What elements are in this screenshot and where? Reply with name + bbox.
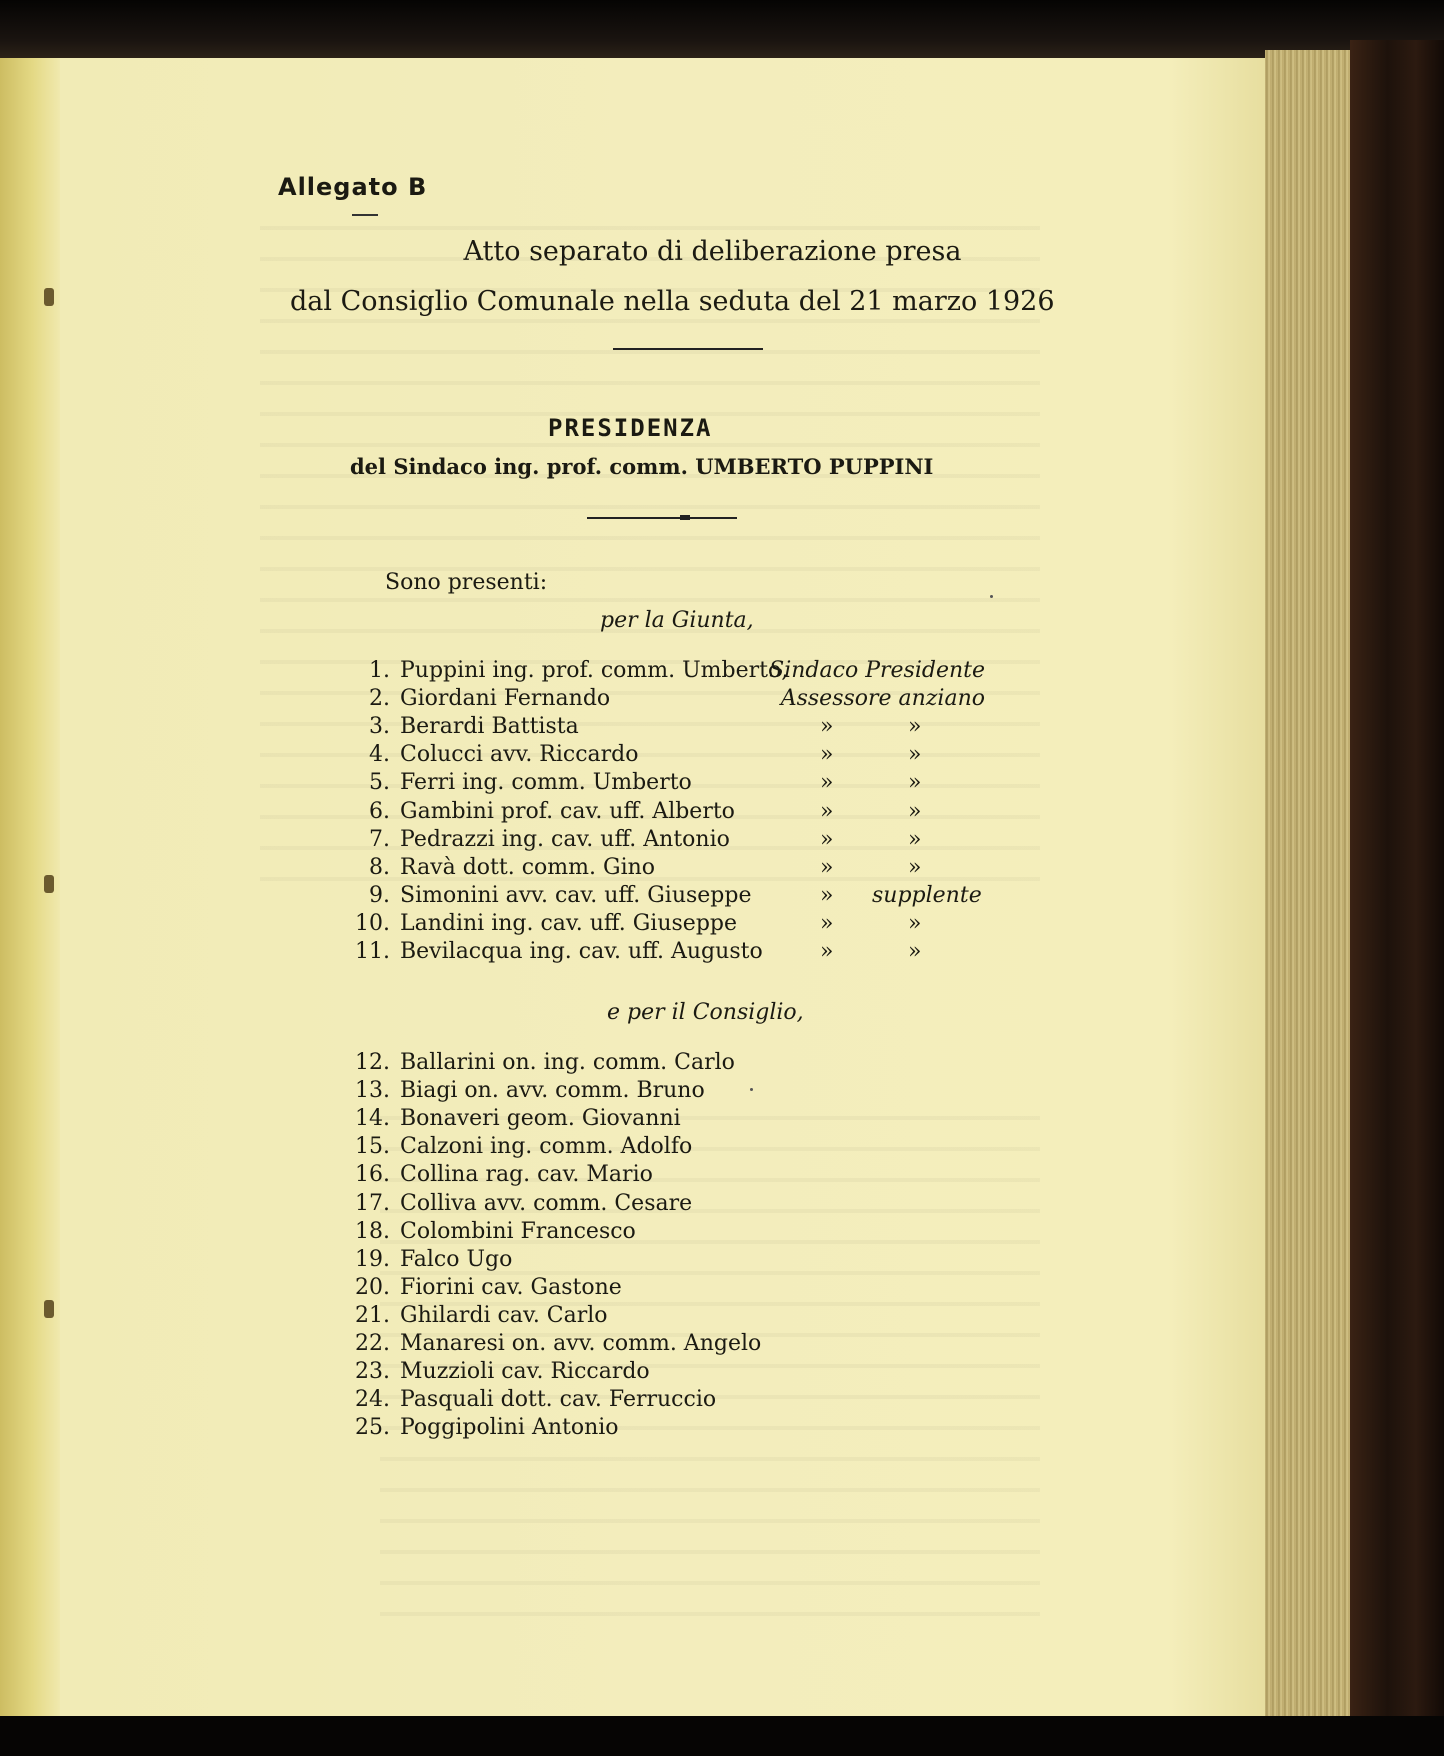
member-name: Biagi on. avv. comm. Bruno [400, 1078, 705, 1104]
consiglio-member-row [60, 1078, 1265, 1108]
consiglio-member-row [60, 1134, 1265, 1164]
ditto-mark: » [908, 714, 922, 740]
giunta-member-row [60, 799, 1265, 829]
title-rule [613, 348, 763, 350]
member-number: 8. [369, 854, 390, 880]
ditto-mark: » [820, 939, 834, 964]
presidenza-heading: PRESIDENZA [548, 414, 713, 442]
act-title-line-1: Atto separato di deliberazione presa [463, 236, 962, 267]
member-number: 15. [355, 1134, 390, 1160]
member-number: 10. [355, 910, 390, 936]
member-name: Calzoni ing. comm. Adolfo [400, 1134, 693, 1160]
ditto-mark: » [820, 882, 834, 908]
giunta-member-row [60, 742, 1265, 772]
giunta-member-row [60, 770, 1265, 800]
consiglio-member-row [60, 1359, 1265, 1389]
consiglio-member-row [60, 1415, 1265, 1445]
member-name: Giordani Fernando [400, 686, 611, 712]
presidenza-subtitle: del Sindaco ing. prof. comm. UMBERTO PUPPINI [350, 454, 934, 479]
member-name: Ravà dott. comm. Gino [400, 854, 656, 880]
ditto-mark: » [908, 854, 922, 880]
member-number: 13. [355, 1078, 390, 1104]
giunta-member-row [60, 939, 1265, 969]
member-number: 3. [369, 714, 390, 740]
attachment-label: Allegato B [278, 173, 428, 201]
member-name: Bonaveri geom. Giovanni [400, 1106, 681, 1132]
attendance-intro: Sono presenti: [385, 570, 548, 595]
member-number: 5. [369, 770, 390, 796]
consiglio-member-row [60, 1303, 1265, 1333]
member-name: Pedrazzi ing. cav. uff. Antonio [400, 826, 730, 852]
consiglio-member-row [60, 1050, 1265, 1080]
consiglio-member-row [60, 1247, 1265, 1277]
scan-top-edge [0, 0, 1444, 58]
consiglio-member-row [60, 1106, 1265, 1136]
binding-hook [44, 1300, 54, 1318]
member-number: 22. [355, 1331, 390, 1356]
member-number: 1. [369, 658, 390, 683]
member-number: 25. [355, 1415, 390, 1441]
paper-speck [750, 1088, 753, 1091]
member-name: Manaresi on. avv. comm. Angelo [400, 1331, 762, 1356]
member-number: 6. [369, 798, 390, 824]
page-edges [1265, 50, 1350, 1720]
member-name: Fiorini cav. Gastone [400, 1274, 622, 1300]
member-name: Colliva avv. comm. Cesare [400, 1190, 693, 1216]
ditto-mark: » [820, 798, 834, 824]
ditto-mark: » [908, 742, 922, 768]
giunta-member-row [60, 714, 1265, 744]
book-cover [1350, 40, 1444, 1720]
member-number: 24. [355, 1387, 390, 1413]
member-name: Colombini Francesco [400, 1218, 636, 1244]
ditto-mark: » [820, 854, 834, 880]
consiglio-member-row [60, 1387, 1265, 1417]
giunta-member-row [60, 883, 1265, 913]
giunta-member-row [60, 686, 1265, 716]
member-number: 7. [369, 826, 390, 852]
dash-divider [352, 214, 378, 216]
member-name: Poggipolini Antonio [400, 1415, 619, 1441]
member-name: Simonini avv. cav. uff. Giuseppe [400, 882, 752, 908]
member-role-supplente: supplente [872, 882, 982, 908]
member-name: Collina rag. cav. Mario [400, 1162, 653, 1188]
member-name: Colucci avv. Riccardo [400, 742, 639, 768]
consiglio-member-row [60, 1162, 1265, 1192]
member-number: 17. [355, 1190, 390, 1216]
member-number: 18. [355, 1218, 390, 1244]
member-number: 16. [355, 1162, 390, 1188]
member-number: 14. [355, 1106, 390, 1132]
member-name: Landini ing. cav. uff. Giuseppe [400, 910, 738, 936]
giunta-member-row [60, 827, 1265, 857]
binding-hook [44, 288, 54, 306]
document-page [60, 58, 1265, 1716]
ditto-mark: » [820, 742, 834, 768]
consiglio-member-row [60, 1191, 1265, 1221]
member-number: 23. [355, 1359, 390, 1385]
paper-speck [990, 595, 993, 598]
member-name: Falco Ugo [400, 1246, 513, 1272]
member-number: 2. [369, 686, 390, 712]
member-name: Muzzioli cav. Riccardo [400, 1359, 650, 1385]
ditto-mark: » [820, 714, 834, 740]
ditto-mark: » [908, 826, 922, 852]
giunta-member-row [60, 911, 1265, 941]
consiglio-heading: e per il Consiglio, [607, 1000, 804, 1025]
member-name: Pasquali dott. cav. Ferruccio [400, 1387, 717, 1413]
member-name: Ferri ing. comm. Umberto [400, 770, 692, 796]
ditto-mark: » [820, 770, 834, 796]
giunta-member-row [60, 658, 1265, 688]
rule-ornament [680, 515, 690, 520]
giunta-heading: per la Giunta, [600, 608, 754, 633]
ditto-mark: » [908, 770, 922, 796]
member-number: 19. [355, 1246, 390, 1272]
giunta-member-row [60, 855, 1265, 885]
member-name: Puppini ing. prof. comm. Umberto, [400, 658, 789, 683]
member-number: 9. [369, 882, 390, 908]
member-role: Assessore anziano [780, 686, 985, 712]
ditto-mark: » [908, 939, 922, 964]
member-number: 11. [355, 939, 390, 964]
consiglio-member-row [60, 1275, 1265, 1305]
ditto-mark: » [820, 826, 834, 852]
member-name: Gambini prof. cav. uff. Alberto [400, 798, 735, 824]
presidenza-rule [587, 517, 737, 519]
member-name: Berardi Battista [400, 714, 579, 740]
member-role: Sindaco Presidente [769, 658, 985, 683]
member-number: 20. [355, 1274, 390, 1300]
consiglio-member-row [60, 1331, 1265, 1361]
scan-bottom-edge [0, 1716, 1444, 1756]
member-number: 12. [355, 1050, 390, 1075]
member-name: Bevilacqua ing. cav. uff. Augusto [400, 939, 763, 964]
member-name: Ballarini on. ing. comm. Carlo [400, 1050, 735, 1075]
page-content [60, 58, 1265, 1716]
member-name: Ghilardi cav. Carlo [400, 1302, 608, 1328]
ditto-mark: » [908, 910, 922, 936]
act-title-line-2: dal Consiglio Comunale nella seduta del 21 marzo 1926 [290, 286, 1055, 317]
member-number: 4. [369, 742, 390, 768]
ditto-mark: » [820, 910, 834, 936]
ditto-mark: » [908, 798, 922, 824]
member-number: 21. [355, 1302, 390, 1328]
consiglio-member-row [60, 1219, 1265, 1249]
binding-hook [44, 875, 54, 893]
